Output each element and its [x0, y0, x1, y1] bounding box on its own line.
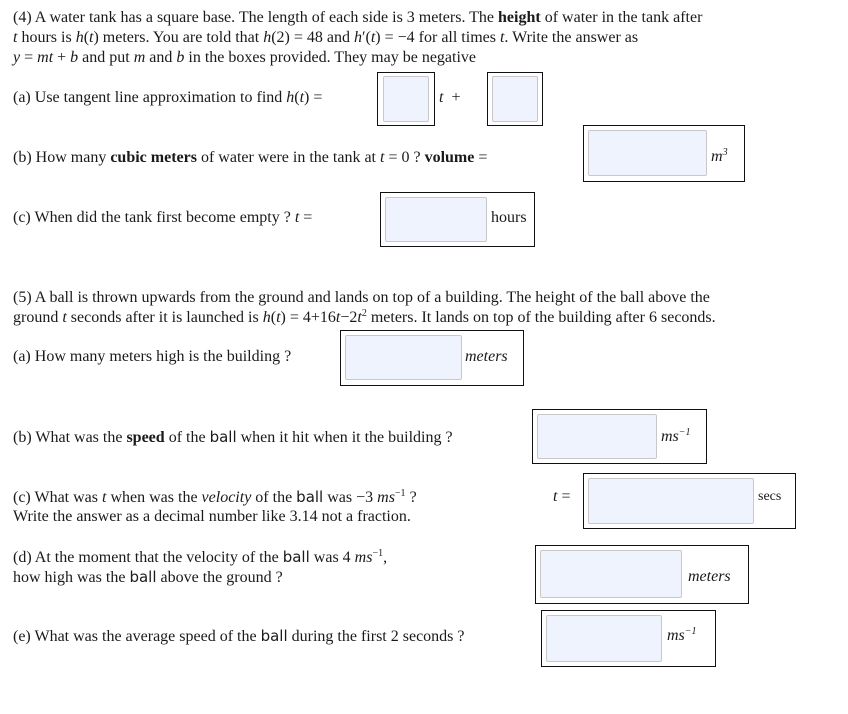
p4-text-line1: (4) A water tank has a square base. The length of each side is 3 meters. The height of water in the tank after [13, 9, 703, 26]
p5d-label-line1: (d) At the moment that the velocity of the ball was 4 $ms^{-1}$, [13, 548, 388, 566]
p5b-label: (b) What was the speed of the ball when it hit when it the building ? [13, 428, 453, 446]
p5-text-line1: (5) A ball is thrown upwards from the ground and lands on top of a building. The height of the ball above the [13, 289, 710, 306]
p4-text-line3: y = mt + b and put m and b in the boxes provided. They may be negative [13, 49, 477, 66]
p5c-label-line2: Write the answer as a decimal number like 3.14 not a fraction. [13, 508, 411, 525]
p5-text-line2: ground t seconds after it is launched is $h(t) = 4+16t-2t^2$ meters. It lands on top of the building after 6 seconds. [13, 308, 716, 326]
p4-text-line2: t hours is h(t) meters. You are told that h(2) = 48 and h′(t) = −4 for all times t. Write the answer as [13, 29, 639, 46]
p4a-label: (a) Use tangent line approximation to find h(t) = [13, 89, 323, 106]
p5d-height-input[interactable] [540, 550, 682, 598]
p4c-label: (c) When did the tank first become empty ? t = [13, 209, 313, 226]
p4b-volume-input[interactable] [588, 130, 707, 176]
p5c-prefix: t = [553, 488, 571, 505]
p4a-mid-text: t + [439, 89, 461, 106]
p4c-unit: hours [491, 209, 527, 226]
p5c-unit: secs [758, 489, 782, 504]
p4b-label: (b) How many cubic meters of water were in the tank at t = 0 ? volume = [13, 149, 488, 166]
p5b-speed-input[interactable] [537, 414, 657, 459]
p5e-speed-input[interactable] [546, 615, 662, 662]
p5d-unit: meters [688, 568, 731, 585]
p5e-unit: $ms^{-1}$ [667, 626, 697, 644]
p5d-label-line2: how high was the ball above the ground ? [13, 568, 283, 586]
p5b-unit: $ms^{-1}$ [661, 427, 691, 445]
p4b-unit: $m^3$ [711, 147, 728, 165]
p5c-time-input[interactable] [588, 478, 754, 524]
p5e-label: (e) What was the average speed of the ball during the first 2 seconds ? [13, 627, 465, 645]
p5c-label-line1: (c) What was t when was the velocity of the ball was −3 $ms^{-1}$ ? [13, 488, 417, 506]
p4c-time-input[interactable] [385, 197, 487, 242]
p5a-height-input[interactable] [345, 335, 462, 380]
p5a-label: (a) How many meters high is the building ? [13, 348, 292, 365]
p4a-b-input[interactable] [492, 76, 538, 122]
p5a-unit: meters [465, 348, 508, 365]
p4a-m-input[interactable] [383, 76, 429, 122]
